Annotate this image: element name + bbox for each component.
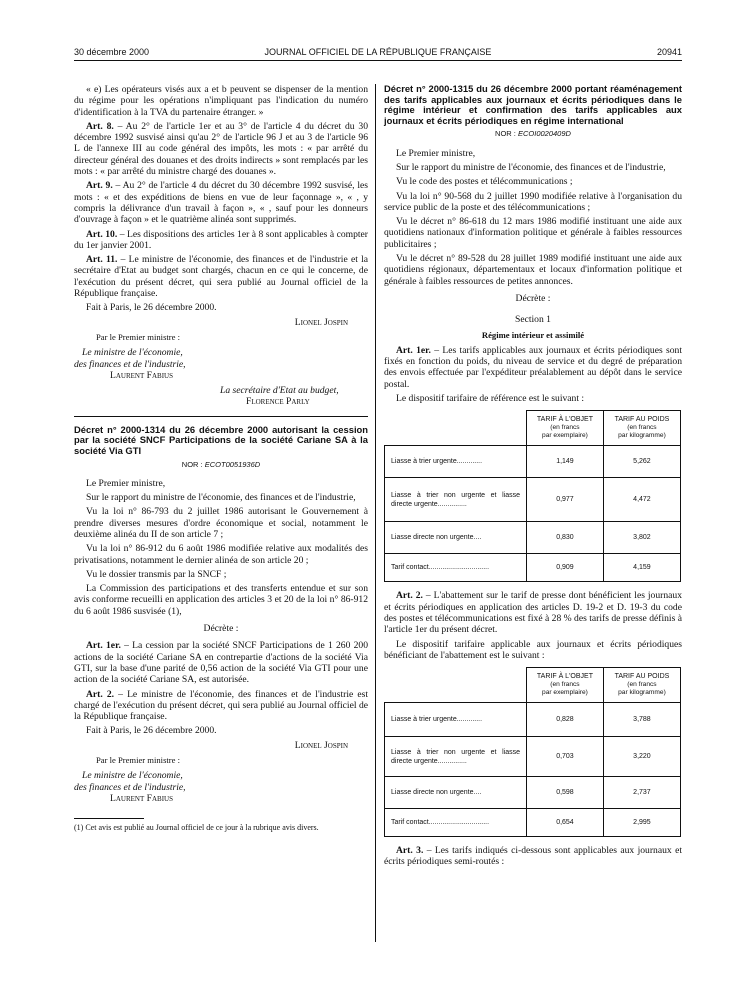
header-tarif-objet bbox=[527, 411, 604, 446]
visa-loi-86-912: Vu la loi n° 86-912 du 6 août 1986 modifiée relative aux modalités des privatisations, notamment le dernier alinéa de son article 20 ; bbox=[74, 543, 368, 566]
header-tarif-poids-title: TARIF AU POIDS bbox=[614, 416, 670, 424]
decree-2-article-2-label: Art. 2. bbox=[86, 688, 115, 700]
header-tarif-poids-unit: (en francs bbox=[627, 424, 657, 432]
row-label: Liasse directe non urgente.... bbox=[385, 777, 527, 809]
header-tarif-poids-per: par kilogramme) bbox=[618, 689, 666, 697]
section-heading: Section 1 bbox=[515, 314, 551, 326]
article-8 bbox=[74, 121, 368, 177]
visa-rapport: Sur le rapport du ministre de l'économie, des finances et de l'industrie, bbox=[86, 492, 356, 504]
tariff-table-reference bbox=[384, 410, 681, 582]
nor-value: ECOI0020409D bbox=[517, 129, 571, 139]
article-11-label: Art. 11. bbox=[86, 254, 118, 266]
column-divider bbox=[375, 84, 376, 942]
cell-tarif-objet: 0,828 bbox=[527, 703, 604, 737]
article-10-text: – Les dispositions des articles 1er à 8 sont applicables à compter du 1er janvier 2001. bbox=[74, 228, 369, 251]
signature-secretary: Florence Parly bbox=[246, 396, 310, 408]
visa-loi-90-568: Vu la loi n° 90-568 du 2 juillet 1990 modifiée relative à l'organisation du service public de la poste et des télécommunications ; bbox=[384, 190, 682, 213]
secretary-title: La secrétaire d'Etat au budget, bbox=[220, 385, 339, 397]
section-subheading: Régime intérieur et assimilé bbox=[481, 329, 585, 340]
article-8-label: Art. 8. bbox=[86, 120, 114, 132]
row-label: Tarif contact............................... bbox=[385, 809, 527, 837]
header-journal-title: JOURNAL OFFICIEL DE LA RÉPUBLIQUE FRANÇAISE bbox=[264, 47, 492, 57]
cell-tarif-poids: 2,995 bbox=[603, 809, 680, 837]
table-row bbox=[385, 478, 681, 522]
visa-decret-89-528: Vu le décret n° 89-528 du 28 juillet 1989 modifié instituant une aide aux quotidiens régionaux, départementaux et locaux d'information politique et générale à faibles ressources de petites annonces. bbox=[384, 253, 682, 287]
decree-3-article-3-text: – Les tarifs indiqués ci-dessous sont applicables aux journaux et écrits périodiques semi-routés : bbox=[384, 845, 682, 868]
table-row bbox=[385, 703, 681, 737]
cell-tarif-objet: 0,909 bbox=[527, 554, 604, 582]
cell-tarif-poids: 4,159 bbox=[603, 554, 680, 582]
table-row bbox=[385, 446, 681, 478]
decree-2000-1314-nor bbox=[74, 459, 368, 470]
signature-minister-1: Laurent Fabius bbox=[110, 369, 173, 381]
decree-2-article-2 bbox=[74, 689, 368, 723]
cell-tarif-objet: 0,977 bbox=[527, 478, 604, 522]
decree-2-article-1-label: Art. 1er. bbox=[86, 640, 121, 652]
cell-tarif-poids: 2,737 bbox=[603, 777, 680, 809]
decree-2-article-1-text: – La cession par la société SNCF Participations de 1 260 200 actions de la société Cariane SA en contrepartie d'actions de la société Via GTI, sur la base d'une parité de 0,56 action de la société Via GTI pour une action de la société Cariane SA, est autorisée. bbox=[74, 640, 368, 686]
table-row bbox=[385, 737, 681, 777]
fait-a-paris-1: Fait à Paris, le 26 décembre 2000. bbox=[86, 302, 217, 314]
row-label: Liasse à trier non urgente et liasse directe urgente............... bbox=[385, 478, 527, 522]
decree-3-article-1-text: – Les tarifs applicables aux journaux et écrits périodiques sont fixés en fonction du poids, du niveau de service et du degré de préparation des envois effectuée par l'expéditeur préalablement au dépôt dans le service postal. bbox=[384, 344, 683, 390]
nor-label: NOR : bbox=[181, 459, 203, 469]
article-11 bbox=[74, 254, 368, 299]
minister-title-1a: Le ministre de l'économie, bbox=[82, 347, 183, 359]
minister-title-1b: des finances et de l'industrie, bbox=[74, 358, 186, 370]
table-row bbox=[385, 777, 681, 809]
visa-decret-86-618: Vu le décret n° 86-618 du 12 mars 1986 modifié instituant une aide aux quotidiens nationaux d'information politique et générale à faibles ressources publicitaires ; bbox=[384, 216, 682, 250]
left-column bbox=[74, 84, 368, 833]
decree-3-article-2 bbox=[384, 590, 682, 635]
par-le-premier-ministre-1: Par le Premier ministre : bbox=[96, 331, 181, 342]
row-label: Tarif contact............................... bbox=[385, 554, 527, 582]
cell-tarif-objet: 0,703 bbox=[527, 737, 604, 777]
header-tarif-objet-title: TARIF À L'OBJET bbox=[536, 673, 593, 681]
decree-3-article-3 bbox=[384, 845, 682, 868]
row-label: Liasse directe non urgente.... bbox=[385, 522, 527, 554]
footnote: (1) Cet avis est publié au Journal officiel de ce jour à la rubrique avis divers. bbox=[74, 823, 319, 833]
decree-2000-1315-nor bbox=[384, 128, 682, 139]
decree-separator bbox=[74, 416, 368, 417]
header-tarif-poids-unit: (en francs bbox=[627, 681, 657, 689]
minister-title-2b: des finances et de l'industrie, bbox=[74, 781, 186, 793]
article-9 bbox=[74, 180, 368, 225]
header-tarif-objet-title: TARIF À L'OBJET bbox=[536, 416, 593, 424]
header-tarif-objet-unit: (en francs bbox=[550, 424, 580, 432]
decree-2-article-1 bbox=[74, 640, 368, 685]
cell-tarif-poids: 3,802 bbox=[603, 522, 680, 554]
signature-prime-minister-2: Lionel Jospin bbox=[294, 739, 348, 751]
decree-3-article-2-text: – L'abattement sur le tarif de presse dont bénéficient les journaux et écrits périodiques en application des articles D. 19-2 et D. 19-3 du code des postes et télécommunications est fixé à 28 % des tarifs de presse définis à l'article 1er du présent décret. bbox=[384, 590, 682, 636]
fait-a-paris-2: Fait à Paris, le 26 décembre 2000. bbox=[86, 725, 217, 737]
article-11-text: – Le ministre de l'économie, des finances et de l'industrie et la secrétaire d'Etat au budget sont chargés, chacun en ce qui le concerne, de l'exécution du présent décret, qui sera publié au Journal officiel de la République française. bbox=[74, 254, 368, 300]
premier-ministre-3: Le Premier ministre, bbox=[396, 147, 476, 159]
table-row bbox=[385, 809, 681, 837]
header-page-number: 20941 bbox=[656, 47, 682, 57]
decree-3-article-3-label: Art. 3. bbox=[396, 845, 424, 857]
cell-tarif-poids: 3,788 bbox=[603, 703, 680, 737]
right-column bbox=[384, 84, 682, 871]
visa-dossier: Vu le dossier transmis par la SNCF ; bbox=[86, 568, 227, 580]
nor-label: NOR : bbox=[495, 129, 516, 139]
visa-code-postes: Vu le code des postes et télécommunications ; bbox=[396, 176, 573, 188]
cell-tarif-poids: 4,472 bbox=[603, 478, 680, 522]
article-10 bbox=[74, 229, 368, 252]
table-header-row bbox=[385, 411, 681, 446]
header-tarif-objet-unit: (en francs bbox=[550, 681, 580, 689]
cell-tarif-objet: 1,149 bbox=[527, 446, 604, 478]
row-label: Liasse à trier non urgente et liasse directe urgente............... bbox=[385, 737, 527, 777]
table-row bbox=[385, 554, 681, 582]
dispositif-abattement: Le dispositif tarifaire applicable aux journaux et écrits périodiques bénéficiant de l'abattement est le suivant : bbox=[384, 638, 682, 661]
header-tarif-objet bbox=[527, 668, 604, 703]
header-tarif-poids-per: par kilogramme) bbox=[618, 432, 666, 440]
row-label: Liasse à trier urgente............. bbox=[385, 703, 527, 737]
signature-minister-2: Laurent Fabius bbox=[110, 792, 173, 804]
decree-3-article-1 bbox=[384, 345, 682, 390]
article-10-label: Art. 10. bbox=[86, 228, 118, 240]
decree-2-article-2-text: – Le ministre de l'économie, des finances et de l'industrie est chargé de l'exécution du présent décret, qui sera publié au Journal officiel de la République française. bbox=[74, 688, 369, 723]
decrete-3: Décrète : bbox=[515, 292, 551, 304]
article-9-text: – Au 2° de l'article 4 du décret du 30 décembre 1992 susvisé, les mots : « et des expéditions de biens en vue de leur façonnage », « , y compris la délivrance d'un travail à façon », « , sauf pour les donneurs d'ouvrage à façon » et le quatrième alinéa sont supprimés. bbox=[74, 180, 369, 226]
decree-2000-1314-title: Décret n° 2000-1314 du 26 décembre 2000 autorisant la cession par la société SNCF Participations de la société Cariane SA à la société Via GTI bbox=[74, 423, 368, 456]
par-le-premier-ministre-2: Par le Premier ministre : bbox=[96, 755, 181, 766]
cell-tarif-poids: 5,262 bbox=[603, 446, 680, 478]
decree-3-article-2-label: Art. 2. bbox=[396, 590, 423, 602]
article-8-text: – Au 2° de l'article 1er et au 3° de l'article 4 du décret du 30 décembre 1992 susvisé ainsi qu'au 2° de l'article 96 J et au 3 de l'article 96 L de l'annexe III au code général des impôts, les mots : « par arrêté du directeur général des douanes et des droits indirects » sont remplacés par les mots : « par arrêté du ministre chargé des douanes ». bbox=[74, 120, 368, 178]
running-header bbox=[74, 47, 682, 61]
cell-tarif-objet: 0,654 bbox=[527, 809, 604, 837]
cell-tarif-objet: 0,598 bbox=[527, 777, 604, 809]
table-row bbox=[385, 522, 681, 554]
table-header-row bbox=[385, 668, 681, 703]
table-header-empty bbox=[385, 411, 527, 446]
nor-value: ECOT0051936D bbox=[204, 459, 261, 469]
header-tarif-objet-per: par exemplaire) bbox=[542, 432, 588, 440]
header-tarif-poids bbox=[603, 668, 680, 703]
premier-ministre-2: Le Premier ministre, bbox=[86, 477, 166, 489]
footnote-rule bbox=[74, 818, 144, 819]
visa-commission: La Commission des participations et des transferts entendue et sur son avis conforme recueilli en application des articles 3 et 20 de la loi n° 86-912 du 6 août 1986 susvisée (1), bbox=[74, 583, 368, 617]
row-label: Liasse à trier urgente............. bbox=[385, 446, 527, 478]
decree-2000-1315-title: Décret n° 2000-1315 du 26 décembre 2000 portant réaménagement des tarifs applicables aux journaux et écrits périodiques dans le régime intérieur et confirmation des tarifs applicables aux journaux et écrits périodiques en régime international bbox=[384, 83, 682, 126]
dispositif-reference: Le dispositif tarifaire de référence est le suivant : bbox=[396, 393, 585, 405]
decree-3-article-1-label: Art. 1er. bbox=[396, 344, 431, 356]
header-tarif-poids-title: TARIF AU POIDS bbox=[614, 673, 670, 681]
header-date: 30 décembre 2000 bbox=[74, 47, 150, 57]
tariff-table-abattement bbox=[384, 667, 681, 837]
signature-prime-minister-1: Lionel Jospin bbox=[294, 316, 348, 328]
article-9-label: Art. 9. bbox=[86, 180, 113, 192]
visa-loi-86-793: Vu la loi n° 86-793 du 2 juillet 1986 autorisant le Gouvernement à prendre diverses mesures d'ordre économique et social, notamment le deuxième alinéa du II de son article 7 ; bbox=[74, 506, 368, 540]
header-rule bbox=[74, 60, 682, 61]
visa-rapport-3: Sur le rapport du ministre de l'économie, des finances et de l'industrie, bbox=[396, 161, 666, 173]
minister-title-2a: Le ministre de l'économie, bbox=[82, 770, 183, 782]
decrete-2: Décrète : bbox=[203, 623, 239, 635]
cell-tarif-objet: 0,830 bbox=[527, 522, 604, 554]
paragraph-e: « e) Les opérateurs visés aux a et b peuvent se dispenser de la mention du régime pour les opérations n'impliquant pas l'indication du numéro d'identification à la TVA du partenaire étranger. » bbox=[74, 84, 368, 118]
header-tarif-objet-per: par exemplaire) bbox=[542, 689, 588, 697]
header-tarif-poids bbox=[603, 411, 680, 446]
cell-tarif-poids: 3,220 bbox=[603, 737, 680, 777]
table-header-empty bbox=[385, 668, 527, 703]
